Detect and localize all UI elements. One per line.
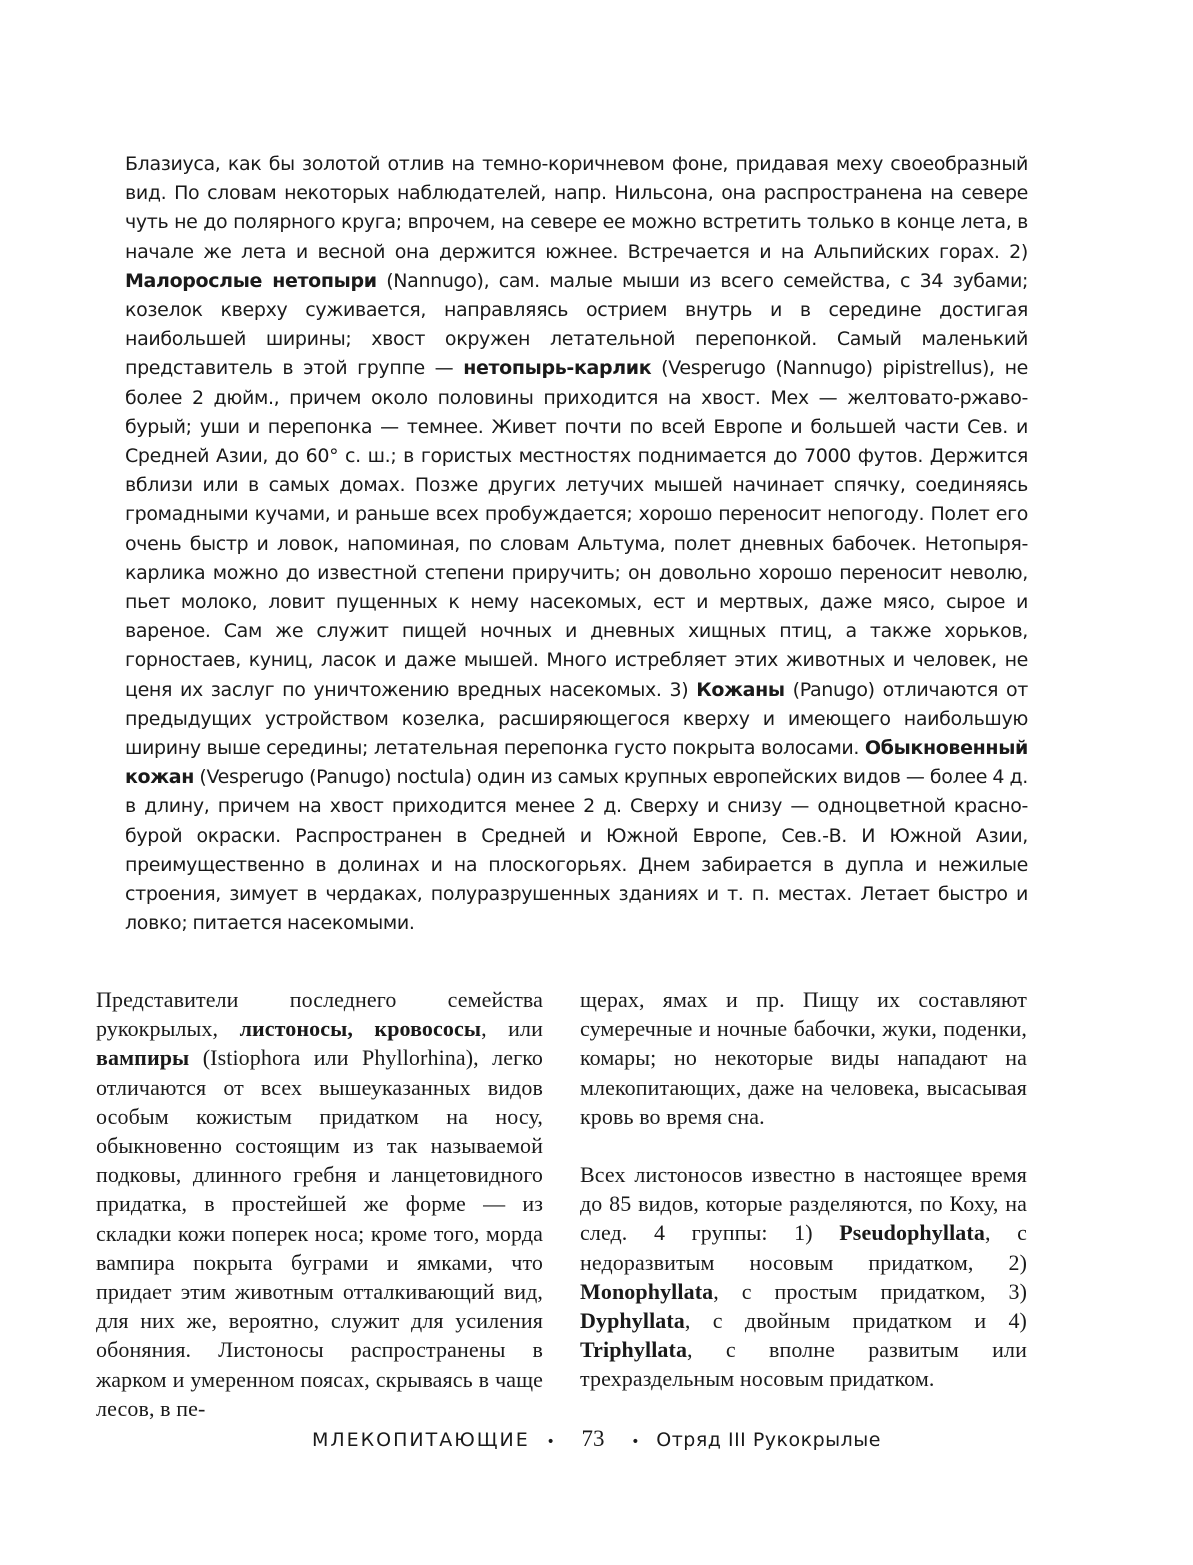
text-run: (Nannugo), сам. малые мыши из всего семейства, с 34 зубами; козелок кверху суживается, направляясь острием внутрь и в середине достигая наибольшей ширины; хвост окружен летательной перепонкой. Самый маленький представитель в этой группе — — [125, 269, 1028, 380]
bold-term: Dyphyllata — [580, 1308, 685, 1334]
text-run: (Vesperugo (Nannugo) pipistrellus), не более 2 дюйм., причем около половины приходится на хвост. Мех — желтовато-ржаво-бурый; уши и перепонка — темнее. Живет почти по всей Европе и большей части Сев. и Средней Азии, до 60° с. ш.; в гористых местностях поднимается до 7000 футов. Держится вблизи или в самых домах. Позже других летучих мышей начинает спячку, соединяясь громадными кучами, и раньше всех пробуждается; хорошо переносит непогоду. Полет его очень быстр и ловок, напоминая, по словам Альтума, полет дневных бабочек. Нетопыря-карлика можно до известной степени приручить; он довольно хорошо переносит неволю, пьет молоко, ловит пущенных к нему насекомых, ест и мертвых, даже мясо, сырое и вареное. Сам же служит пищей ночных и дневных хищных птиц, а также хорьков, горностаев, куниц, ласок и даже мышей. Много истребляет этих животных и человек, не ценя их заслуг по уничтожению вредных насекомых. 3) — [125, 357, 1028, 701]
bold-term: Triphyllata — [580, 1337, 688, 1363]
running-footer — [0, 1424, 1193, 1457]
left-column — [96, 985, 543, 1423]
bold-term: Monophyllata — [580, 1278, 714, 1304]
text-run: (Vesperugo (Panugo) noctula) один из самых крупных европейских видов — более 4 д. в длину, причем на хвост приходится менее 2 д. Сверху и снизу — одноцветной красно-бурой окраски. Распространен в Средней и Южной Европе, Сев.-В. И Южной Азии, преимущественно в долинах и на плоскогорьях. Днем забирается в дупла и нежилые строения, зимует в чердаках, полуразрушенных зданиях и т. п. местах. Летает быстро и ловко; питается насекомыми. — [125, 766, 1028, 935]
bold-term: листоносы, кровососы — [239, 1016, 482, 1042]
page-number: 73 — [581, 1426, 605, 1451]
text-run: , с двойным придатком и 4) — [684, 1308, 1027, 1334]
text-run: Всех листоносов известно в настоящее время до 85 видов, которые разделяются, по Коху, на след. 4 группы: 1) — [580, 1162, 1027, 1246]
text-run: , с простым придатком, 3) — [713, 1278, 1027, 1304]
separator-dot: • — [631, 1433, 640, 1450]
text-run: , или — [481, 1016, 543, 1042]
bold-term: вампиры — [96, 1045, 190, 1071]
paragraph — [580, 1160, 1027, 1394]
bold-term: нетопырь-карлик — [463, 357, 652, 380]
text-run: Представители последнего семейства рукокрылых, — [96, 987, 543, 1042]
bold-term: Малорослые нетопыри — [125, 269, 377, 292]
bold-term: Обыкновенный кожан — [125, 737, 1028, 789]
text-run: , с недоразвитым носовым придатком, 2) — [580, 1220, 1027, 1275]
chapter-title: Отряд III Рукокрылые — [656, 1429, 881, 1451]
text-run: (Istiophora или Phyllorhina), легко отличаются от всех вышеуказанных видов особым кожистым придатком на носу, обыкновенно состоящим из так называемой подковы, длинного гребня и ланцетовидного придатка, в простейшей же форме — из складки кожи поперек носа; кроме того, морда вампира покрыта буграми и ямками, что придает этим животным отталкивающий вид, для них же, вероятно, служит для усиления обоняния. Листоносы распространены в жарком и умеренном поясах, скрываясь в чаще лесов, в пе- — [96, 1045, 543, 1421]
bold-term: Pseudophyllata — [839, 1220, 985, 1246]
bold-term: Кожаны — [696, 678, 785, 701]
text-run: (Panugo) отличаются от предыдущих устройством козелка, расширяющегося кверху и имеющего наибольшую ширину выше середины; летательная перепонка густо покрыта волосами. — [125, 678, 1028, 760]
right-column — [580, 985, 1027, 1394]
separator-dot: • — [546, 1433, 555, 1450]
body-text-block — [125, 150, 1028, 938]
text-run: Блазиуса, как бы золотой отлив на темно-коричневом фоне, придавая меху своеобразный вид. По словам некоторых наблюдателей, напр. Нильсона, она распространена на севере чуть не до полярного круга; впрочем, на севере ее можно встретить только в конце лета, в начале же лета и весной она держится южнее. Встречается и на Альпийских горах. 2) — [125, 153, 1028, 263]
section-title: МЛЕКОПИТАЮЩИЕ — [312, 1429, 530, 1451]
paragraph: щерах, ямах и пр. Пищу их составляют сумеречные и ночные бабочки, жуки, поденки, комары; но некоторые виды нападают на млекопитающих, даже на человека, высасывая кровь во время сна. — [580, 987, 1027, 1129]
paragraph — [96, 985, 543, 1423]
text-run: , с вполне развитым или трехраздельным носовым придатком. — [580, 1337, 1027, 1392]
